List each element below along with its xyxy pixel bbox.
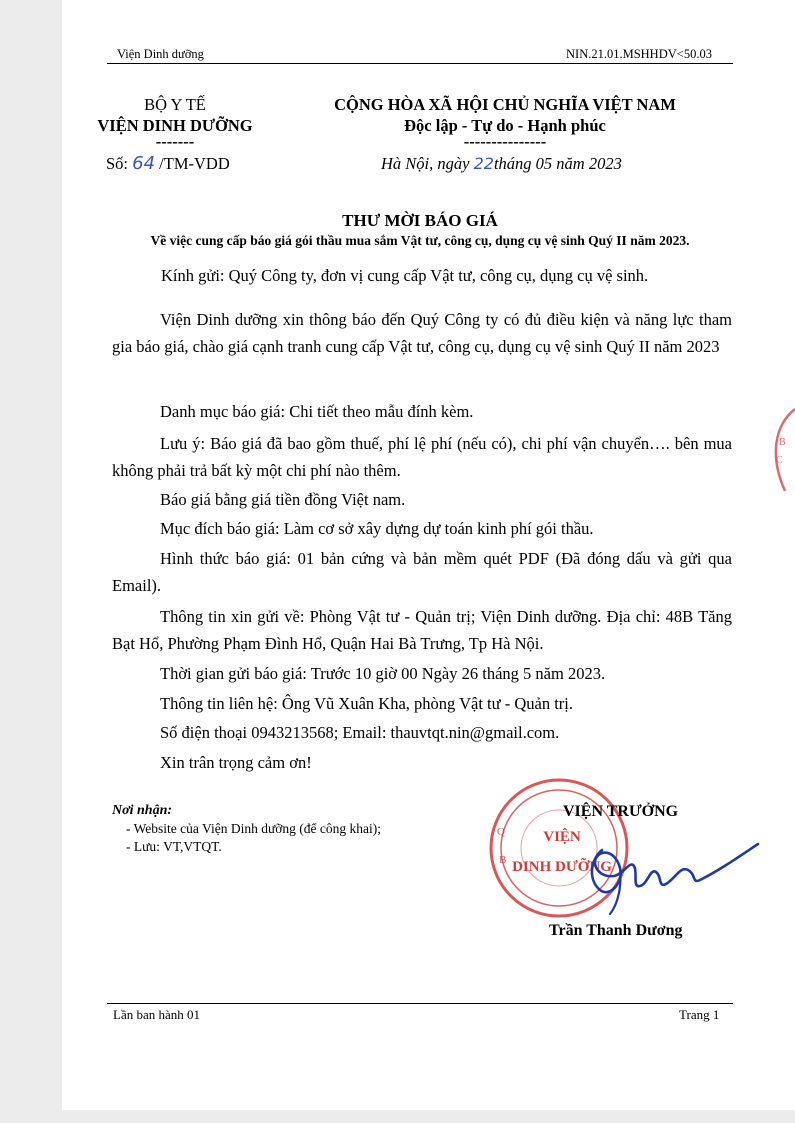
recipient-item-website: - Website của Viện Dinh dưỡng (để công khai);	[126, 821, 381, 836]
header-rule	[107, 63, 733, 64]
recipients-heading: Nơi nhận:	[112, 803, 173, 818]
signer-position: VIỆN TRƯỞNG	[563, 803, 679, 820]
letter-recipient: Kính gửi: Quý Công ty, đơn vị cung cấp Vật tư, công cụ, dụng cụ vệ sinh.	[161, 266, 649, 285]
ministry-name: BỘ Y TẾ	[144, 95, 206, 114]
paragraph-purpose: Mục đích báo giá: Làm cơ sở xây dựng dự toán kinh phí gói thầu.	[160, 519, 594, 538]
letter-title: THƯ MỜI BÁO GIÁ	[342, 211, 498, 230]
place-date-prefix: Hà Nội, ngày	[381, 154, 470, 173]
institute-name: VIỆN DINH DƯỠNG	[97, 116, 253, 135]
svg-text:C: C	[776, 455, 783, 466]
paragraph-intro: Viện Dinh dưỡng xin thông báo đến Quý Công ty có đủ điều kiện và năng lực tham gia báo giá, chào giá cạnh tranh cung cấp Vật tư, công cụ, dụng cụ vệ sinh Quý II năm 2023	[112, 310, 732, 356]
national-motto: Độc lập - Tự do - Hạnh phúc	[404, 116, 606, 135]
paragraph-catalog: Danh mục báo giá: Chi tiết theo mẫu đính kèm.	[160, 402, 474, 421]
svg-text:B: B	[499, 854, 507, 866]
paragraph-note: Lưu ý: Báo giá đã bao gồm thuế, phí lệ phí (nếu có), chi phí vận chuyển…. bên mua không phải trả bất kỳ một chi phí nào thêm.	[112, 434, 732, 480]
paragraph-currency: Báo giá bằng giá tiền đồng Việt nam.	[160, 490, 406, 509]
svg-text:Q: Q	[497, 826, 505, 838]
paragraph-contact: Thông tin liên hệ: Ông Vũ Xuân Kha, phòng Vật tư - Quản trị.	[160, 694, 573, 713]
place-date	[381, 151, 622, 177]
letter-subject: Về việc cung cấp báo giá gói thầu mua sắm Vật tư, công cụ, dụng cụ vệ sinh Quý II năm 2023.	[150, 233, 690, 248]
national-separator: ---------------	[463, 132, 547, 151]
footer-edition: Lần ban hành 01	[113, 1007, 201, 1022]
number-suffix: /TM-VDD	[159, 154, 230, 173]
footer-page-number: Trang 1	[679, 1007, 720, 1022]
number-handwritten: 64	[132, 153, 156, 174]
document-number	[106, 151, 230, 177]
number-prefix: Số:	[106, 154, 129, 173]
paragraph-format: Hình thức báo giá: 01 bản cứng và bản mềm quét PDF (Đã đóng dấu và gửi qua Email).	[112, 549, 732, 595]
svg-text:B: B	[779, 437, 786, 448]
signer-name: Trần Thanh Dương	[549, 922, 683, 939]
edge-stamp-fragment	[765, 405, 795, 495]
national-title: CỘNG HÒA XÃ HỘI CHỦ NGHĨA VIỆT NAM	[334, 95, 676, 114]
footer-rule	[107, 1003, 733, 1004]
paragraph-deadline: Thời gian gửi báo giá: Trước 10 giờ 00 Ngày 26 tháng 5 năm 2023.	[160, 664, 606, 683]
day-handwritten: 22	[473, 154, 494, 173]
paragraph-thanks: Xin trân trọng cảm ơn!	[160, 753, 312, 772]
place-date-suffix: tháng 05 năm 2023	[493, 154, 622, 173]
header-left-label: Viện Dinh dưỡng	[117, 47, 204, 61]
paragraph-phone-email: Số điện thoại 0943213568; Email: thauvtqt.nin@gmail.com.	[160, 723, 560, 742]
org-separator: -------	[155, 132, 195, 151]
handwritten-signature	[580, 830, 765, 920]
stamp-text-line1: VIỆN	[543, 829, 581, 845]
stamp-text-line2: DINH DƯỠNG	[512, 859, 612, 875]
recipient-item-archive: - Lưu: VT,VTQT.	[126, 839, 222, 854]
paragraph-address: Thông tin xin gửi về: Phòng Vật tư - Quản trị; Viện Dinh dưỡng. Địa chỉ: 48B Tăng Bạt Hổ, Phường Phạm Đình Hổ, Quận Hai Bà Trưng, Tp Hà Nội.	[112, 607, 732, 653]
header-document-code: NIN.21.01.MSHHDV<50.03	[566, 47, 712, 61]
